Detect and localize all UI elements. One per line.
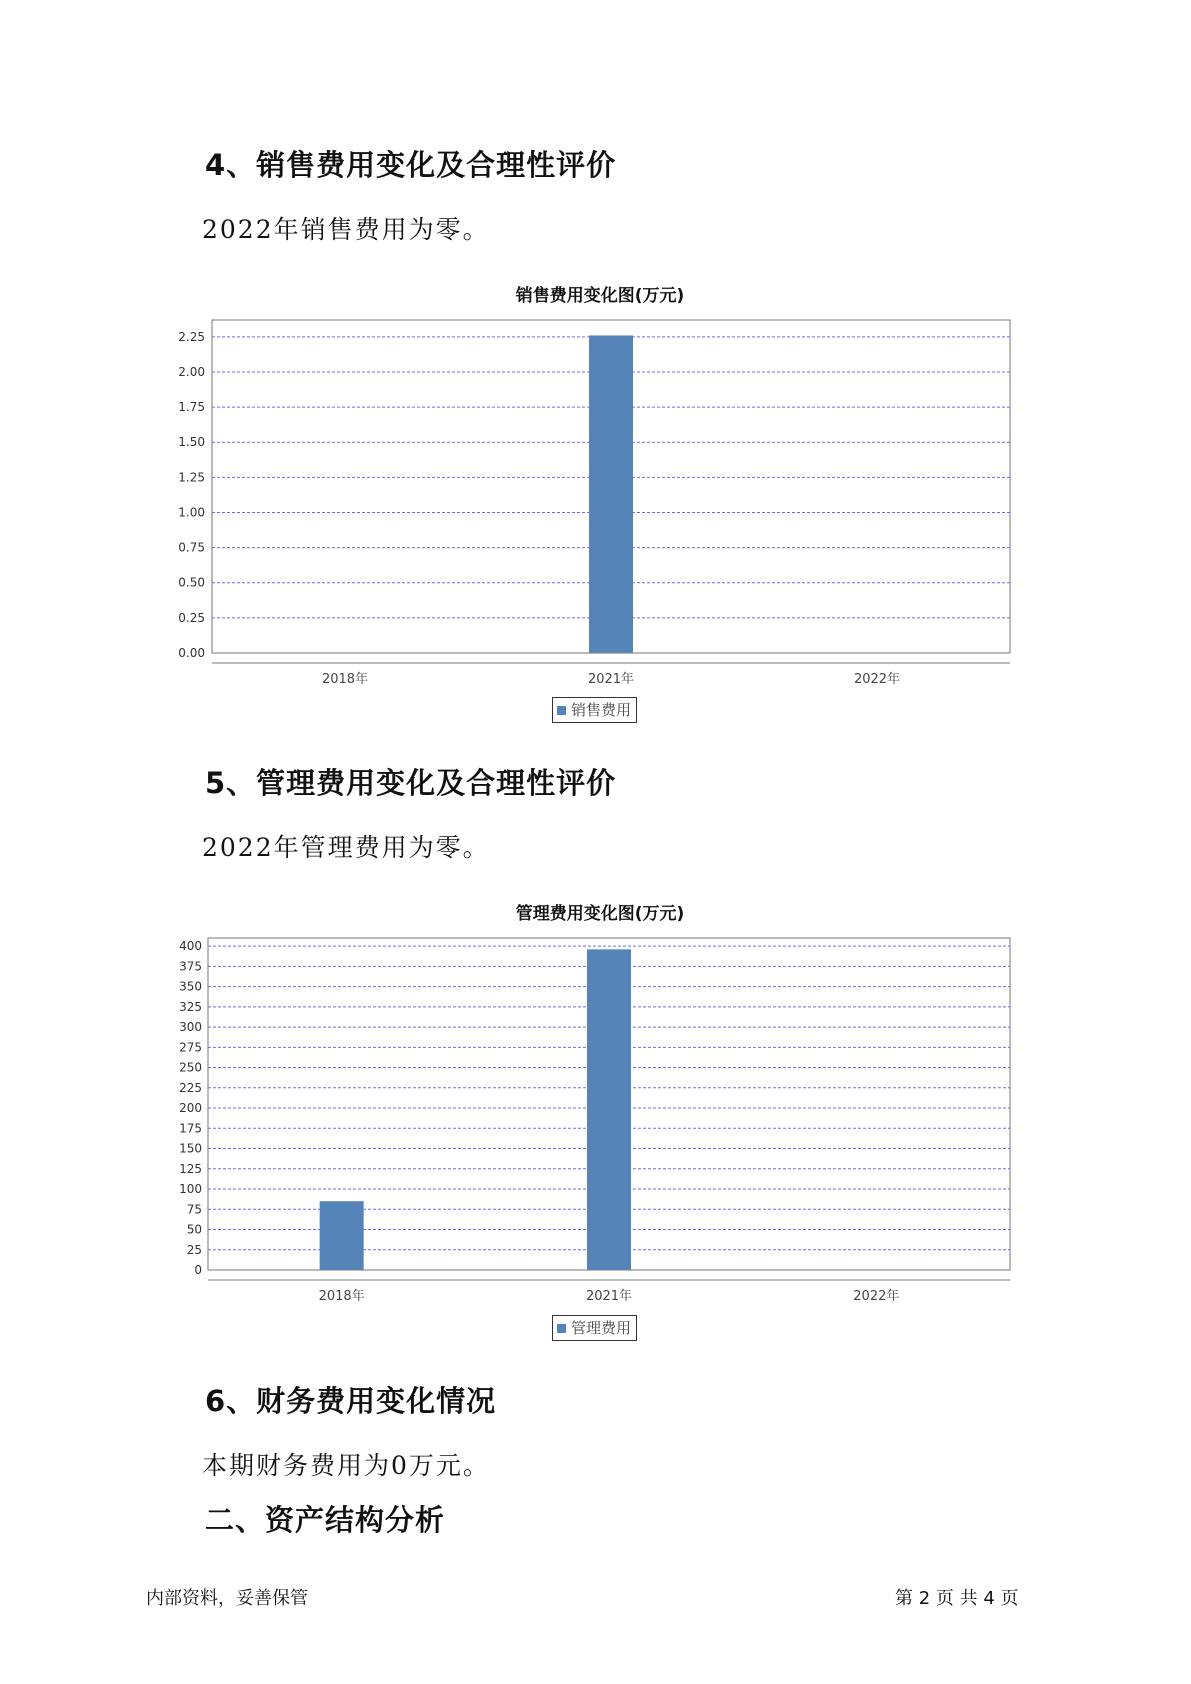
y-tick-label: 75 — [186, 1202, 202, 1217]
x-tick-label: 2021年 — [587, 672, 635, 687]
x-tick-label: 2018年 — [318, 1289, 365, 1304]
y-tick-label: 375 — [179, 959, 202, 974]
y-tick-label: 0.75 — [178, 540, 205, 555]
y-tick-label: 250 — [179, 1060, 202, 1075]
legend-swatch — [557, 1324, 566, 1333]
y-tick-label: 0.25 — [178, 610, 205, 625]
y-tick-label: 0.50 — [178, 575, 205, 590]
x-tick-label: 2021年 — [585, 1289, 633, 1304]
y-tick-label: 25 — [186, 1242, 202, 1257]
part-2-heading: 二、资产结构分析 — [205, 1503, 446, 1537]
y-tick-label: 50 — [186, 1222, 202, 1237]
y-tick-label: 300 — [179, 1020, 202, 1035]
y-tick-label: 350 — [179, 979, 202, 994]
legend-label: 管理费用 — [571, 1319, 632, 1337]
x-tick-label: 2022年 — [853, 1289, 900, 1304]
bar-2021年 — [587, 949, 631, 1270]
section-5-text: 2022年管理费用为零。 — [202, 833, 490, 862]
sales-expense-chart — [0, 300, 1191, 720]
y-tick-label: 100 — [179, 1182, 202, 1197]
bar-2021年 — [589, 335, 633, 653]
y-tick-label: 0.00 — [178, 646, 205, 660]
y-tick-label: 225 — [179, 1080, 202, 1095]
x-tick-label: 2022年 — [853, 672, 901, 687]
y-tick-label: 325 — [179, 999, 202, 1014]
y-tick-label: 2.25 — [178, 329, 205, 344]
y-tick-label: 200 — [179, 1101, 202, 1116]
legend-label: 销售费用 — [571, 701, 632, 719]
y-tick-label: 1.75 — [178, 400, 205, 415]
bar-2018年 — [320, 1201, 364, 1270]
y-tick-label: 275 — [179, 1040, 202, 1055]
footer-note: 内部资料，妥善保管 — [146, 1588, 308, 1609]
section-6-heading: 6、财务费用变化情况 — [205, 1384, 497, 1418]
y-tick-label: 400 — [179, 939, 202, 954]
y-tick-label: 150 — [179, 1141, 202, 1156]
y-tick-label: 0 — [194, 1263, 202, 1277]
section-4-text: 2022年销售费用为零。 — [202, 215, 490, 244]
y-tick-label: 1.25 — [178, 470, 205, 485]
y-tick-label: 1.00 — [178, 505, 205, 520]
admin-expense-chart — [0, 918, 1191, 1338]
section-5-heading: 5、管理费用变化及合理性评价 — [205, 766, 617, 800]
page-number: 第 2 页 共 4 页 — [895, 1588, 1019, 1609]
section-4-heading: 4、销售费用变化及合理性评价 — [205, 148, 617, 182]
chart-1-legend — [552, 697, 637, 723]
chart-1-title: 销售费用变化图(万元) — [515, 286, 685, 306]
y-tick-label: 2.00 — [178, 364, 205, 379]
y-tick-label: 125 — [179, 1161, 202, 1176]
y-tick-label: 175 — [179, 1121, 202, 1136]
legend-swatch — [557, 706, 566, 715]
x-tick-label: 2018年 — [321, 672, 369, 687]
section-6-text: 本期财务费用为0万元。 — [202, 1451, 490, 1480]
y-tick-label: 1.50 — [178, 435, 205, 450]
chart-2-legend — [552, 1315, 637, 1341]
chart-2-title: 管理费用变化图(万元) — [515, 904, 685, 924]
